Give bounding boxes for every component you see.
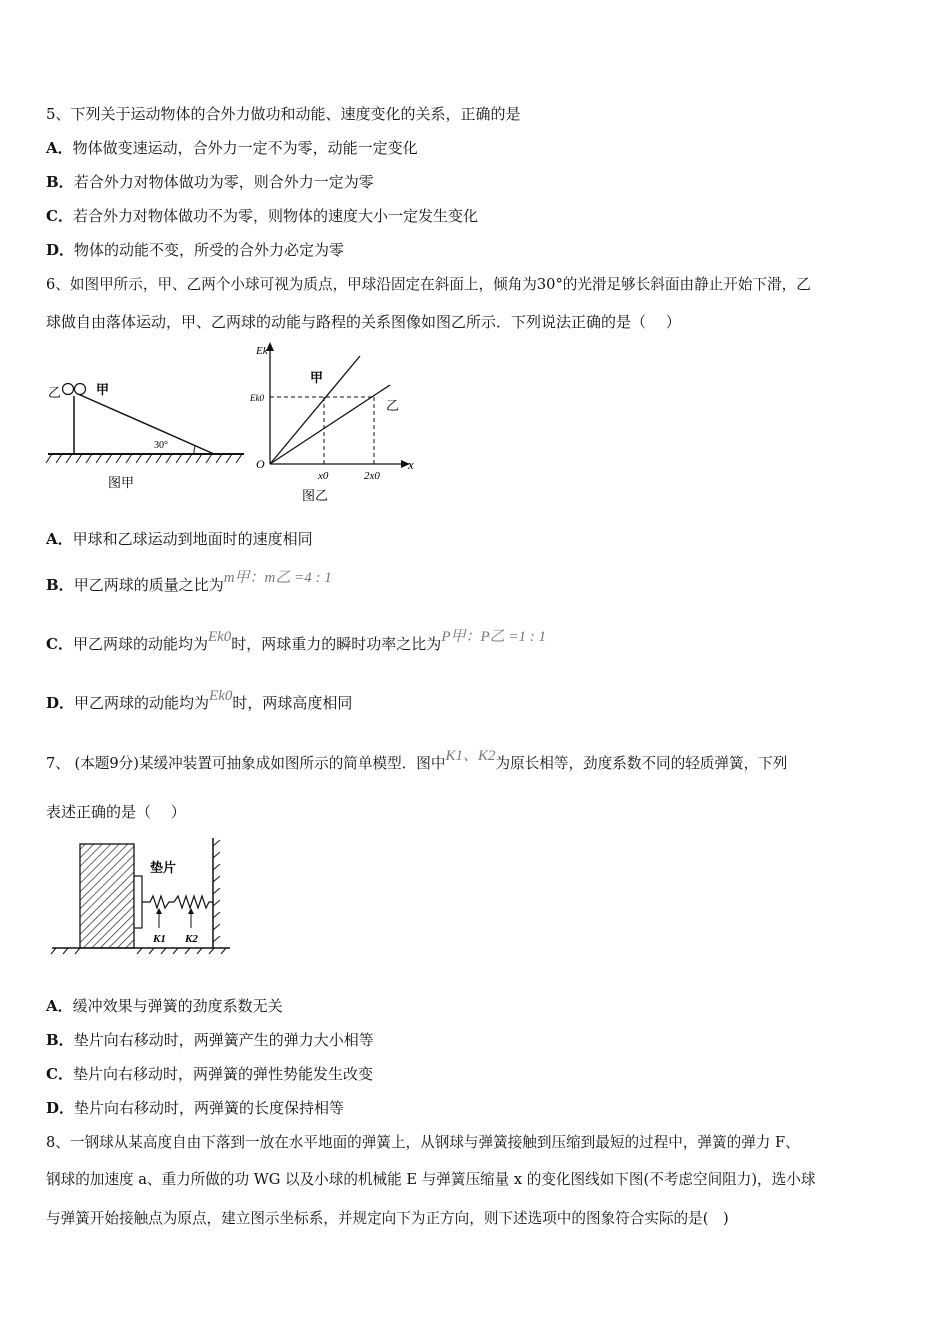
- q7-stem-part1: 7、 (本题9分)某缓冲装置可抽象成如图所示的简单模型．图中: [46, 755, 446, 772]
- q6-stem-line1: 6、如图甲所示，甲、乙两个小球可视为质点，甲球沿固定在斜面上，倾角为30°的光滑足够长斜面由静止开始下滑，乙: [46, 276, 811, 293]
- option-letter: C．: [46, 1065, 73, 1083]
- option-text: 物体的动能不变，所受的合外力必定为零: [74, 241, 345, 259]
- figure-caption: 图乙: [302, 488, 329, 503]
- option-letter: D．: [46, 241, 75, 259]
- option-text: 若合外力对物体做功为零，则合外力一定为零: [73, 173, 374, 191]
- q5-stem: 5、下列关于运动物体的合外力做功和动能、速度变化的关系，正确的是: [46, 105, 521, 123]
- option-letter: A．: [46, 139, 73, 157]
- angle-label: 30°: [154, 440, 168, 451]
- q6-option-b: [46, 570, 332, 595]
- pad-label: 垫片: [150, 860, 177, 875]
- option-letter: D．: [46, 694, 75, 712]
- angle-arc: [194, 446, 195, 454]
- option-text: 物体做变速运动，合外力一定不为零，动能一定变化: [72, 139, 418, 157]
- q7-figure-buffer: [46, 832, 236, 957]
- q7-option-c: [46, 1063, 373, 1084]
- line-yi-label: 乙: [386, 398, 400, 413]
- tick-x0: x0: [318, 470, 329, 482]
- y-axis-label: Ek: [256, 345, 268, 357]
- q7-option-d: [46, 1097, 344, 1118]
- option-letter: D．: [46, 1099, 75, 1117]
- mass-ratio-formula: m甲：m乙 =4 : 1: [223, 570, 332, 586]
- option-text: 缓冲效果与弹簧的劲度系数无关: [72, 997, 283, 1015]
- q6-figure-incline: [44, 370, 249, 500]
- q8-stem-line1: 8、一钢球从某高度自由下落到一放在水平地面的弹簧上，从钢球与弹簧接触到压缩到最短的过程中，弹簧的弹力 F、: [46, 1134, 800, 1151]
- origin-label: O: [256, 457, 265, 471]
- pad: [134, 876, 142, 928]
- q5-option-b: [46, 171, 374, 192]
- power-ratio-formula: P甲：P乙 =1 : 1: [441, 629, 547, 645]
- q8-stem-line3: 与弹簧开始接触点为原点，建立图示坐标系，并规定向下为正方向，则下述选项中的图象符合实际的是( ): [46, 1210, 729, 1227]
- label-yi: 乙: [48, 385, 62, 400]
- option-text: 垫片向右移动时，两弹簧产生的弹力大小相等: [73, 1031, 374, 1049]
- q6-option-a: [46, 528, 313, 549]
- tick-2x0: 2x0: [364, 470, 380, 482]
- q7-option-b: [46, 1029, 374, 1050]
- option-text: 甲球和乙球运动到地面时的速度相同: [72, 530, 313, 548]
- q6-figure-graph: [250, 340, 425, 505]
- line-jia-label: 甲: [310, 370, 324, 385]
- k2-label: K2: [185, 933, 198, 945]
- q8-stem-line2: 钢球的加速度 a、重力所做的功 WG 以及小球的机械能 E 与弹簧压缩量 x 的变化图线如下图(不考虑空间阻力)，选小球: [46, 1171, 816, 1188]
- ek0-formula: Ek0: [209, 688, 233, 704]
- option-text: 垫片向右移动时，两弹簧的长度保持相等: [74, 1099, 345, 1117]
- q7-stem-line2: 表述正确的是（ ）: [46, 803, 186, 821]
- k1-label: K1: [153, 933, 166, 945]
- buffer-block: [80, 844, 134, 948]
- option-text: 甲乙两球的动能均为: [72, 635, 208, 653]
- option-letter: C．: [46, 635, 73, 653]
- q5-option-a: [46, 137, 418, 158]
- ek0-label: Ek0: [250, 393, 264, 403]
- q6-stem-line2: 球做自由落体运动，甲、乙两球的动能与路程的关系图像如图乙所示．下列说法正确的是（ ）: [46, 313, 681, 331]
- option-text: 甲乙两球的质量之比为: [73, 576, 224, 594]
- figure-caption: 图甲: [108, 475, 135, 490]
- q7-stem-line1: [46, 748, 788, 773]
- q7-stem-part2: 为原长相等，劲度系数不同的轻质弹簧，下列: [495, 755, 788, 772]
- wall-hatching: [213, 840, 220, 942]
- q6-option-d: [46, 688, 353, 713]
- floor-hatching: [51, 948, 226, 954]
- arrow-k2-head: [188, 908, 194, 914]
- option-text-2: 时，两球重力的瞬时功率之比为: [231, 635, 442, 653]
- option-letter: B．: [46, 1031, 74, 1049]
- ball-jia: [75, 384, 86, 395]
- x-axis-label: x: [408, 457, 414, 472]
- spring-k1: [142, 896, 174, 908]
- label-jia: 甲: [96, 382, 110, 397]
- option-letter: C．: [46, 207, 73, 225]
- option-letter: B．: [46, 173, 74, 191]
- incline-surface: [78, 394, 214, 454]
- q5-option-d: [46, 239, 344, 260]
- ek0-formula: Ek0: [207, 629, 232, 645]
- option-letter: B．: [46, 576, 74, 594]
- option-letter: A．: [46, 530, 73, 548]
- option-letter: A．: [46, 997, 73, 1015]
- q6-option-c: [46, 629, 547, 654]
- option-text: 垫片向右移动时，两弹簧的弹性势能发生改变: [72, 1065, 373, 1083]
- spring-labels-formula: K1、K2: [445, 748, 496, 764]
- option-text: 若合外力对物体做功不为零，则物体的速度大小一定发生变化: [72, 207, 478, 225]
- ball-yi: [63, 384, 74, 395]
- option-text: 甲乙两球的动能均为: [74, 694, 210, 712]
- q5-option-c: [46, 205, 478, 226]
- spring-k2: [174, 896, 213, 908]
- option-text-2: 时，两球高度相同: [232, 694, 353, 712]
- q7-option-a: [46, 995, 283, 1016]
- ground-hatching: [46, 454, 242, 463]
